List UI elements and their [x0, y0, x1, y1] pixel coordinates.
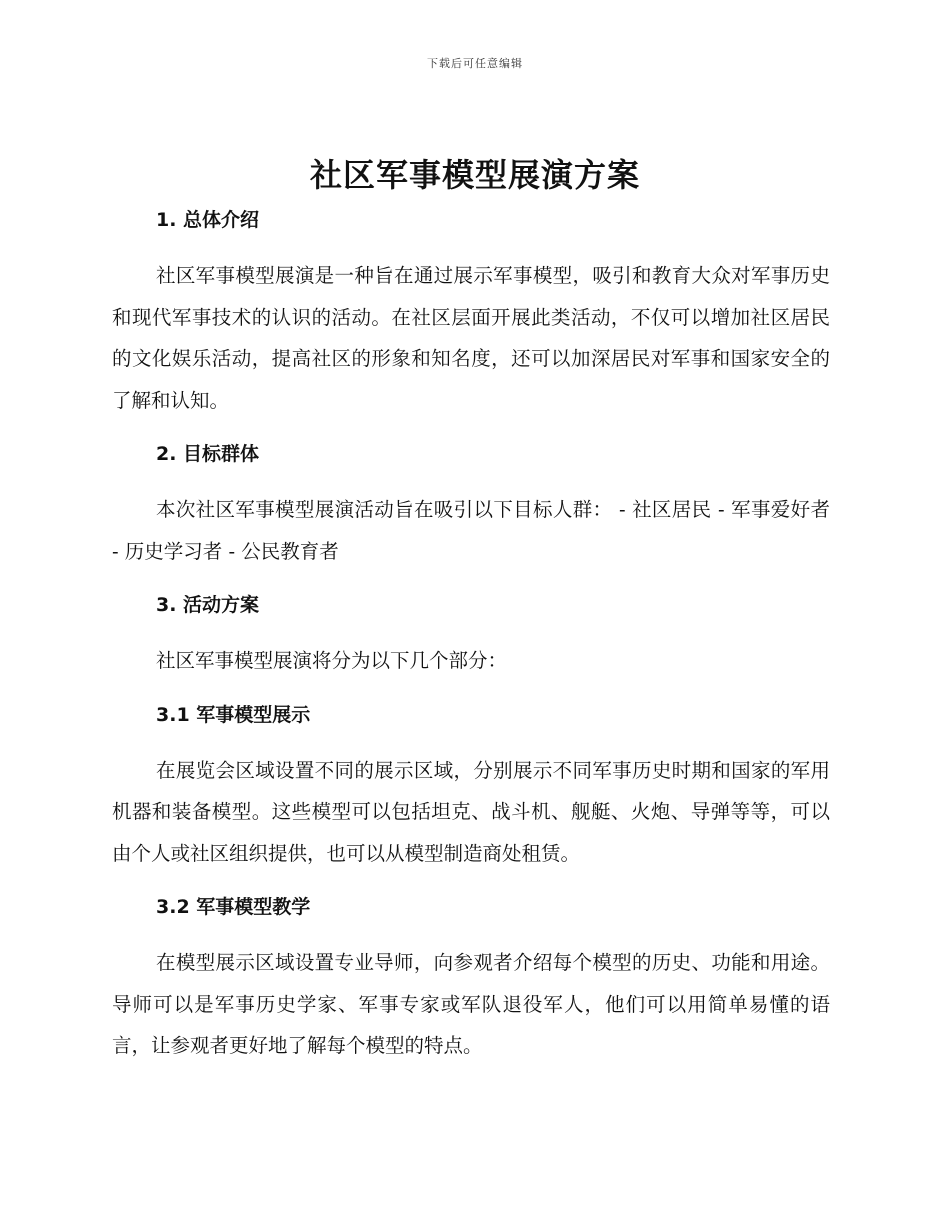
- section-paragraph: 社区军事模型展演是一种旨在通过展示军事模型，吸引和教育大众对军事历史和现代军事技术的认识的活动。在社区层面开展此类活动，不仅可以增加社区居民的文化娱乐活动，提高社区的形象和知名度，还可以加深居民对军事和国家安全的了解和认知。: [112, 264, 830, 412]
- header-note: 下载后可任意编辑: [427, 57, 523, 70]
- section-target-group: [112, 439, 830, 590]
- section-heading: 3.2 军事模型教学: [156, 896, 311, 918]
- section-overview: [112, 205, 830, 439]
- document-body: [112, 205, 830, 1067]
- document-title: 社区军事模型展演方案: [309, 156, 640, 194]
- section-heading: 3. 活动方案: [156, 594, 260, 616]
- section-heading: 2. 目标群体: [156, 443, 260, 465]
- section-model-teaching: [112, 892, 830, 1067]
- section-activity-plan: [112, 590, 830, 700]
- section-heading: 1. 总体介绍: [156, 209, 260, 231]
- section-paragraph: 社区军事模型展演将分为以下几个部分：: [156, 649, 508, 672]
- section-paragraph: 在展览会区域设置不同的展示区域，分别展示不同军事历史时期和国家的军用机器和装备模型。这些模型可以包括坦克、战斗机、舰艇、火炮、导弹等等，可以由个人或社区组织提供，也可以从模型制造商处租赁。: [112, 758, 830, 865]
- section-paragraph: 在模型展示区域设置专业导师，向参观者介绍每个模型的历史、功能和用途。导师可以是军事历史学家、军事专家或军队退役军人，他们可以用简单易懂的语言，让参观者更好地了解每个模型的特点。: [112, 951, 830, 1057]
- section-model-display: [112, 700, 830, 893]
- section-paragraph: 本次社区军事模型展演活动旨在吸引以下目标人群： - 社区居民 - 军事爱好者 - 历史学习者 - 公民教育者: [112, 498, 830, 563]
- section-heading: 3.1 军事模型展示: [156, 703, 311, 726]
